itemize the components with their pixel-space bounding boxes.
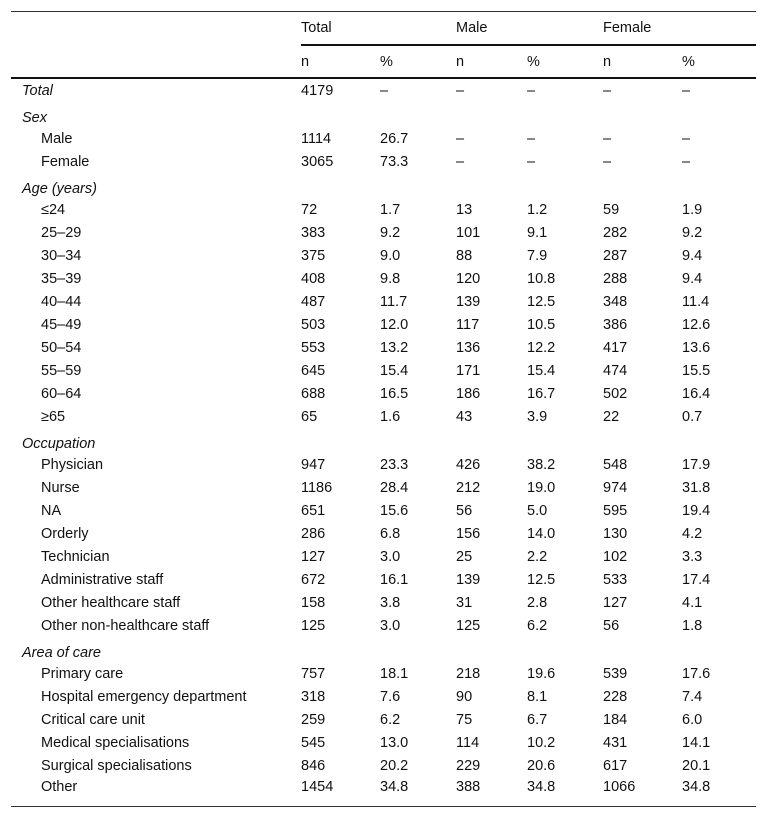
cell-total-pct: 9.2: [380, 224, 401, 241]
cell-total-pct: [380, 102, 456, 127]
cell-male-pct: 8.1: [527, 688, 548, 705]
cell-male-n: 43: [456, 408, 473, 425]
table-row: [11, 591, 756, 614]
cell-female-pct: 14.1: [682, 734, 711, 751]
cell-total-n: 1114: [301, 130, 332, 147]
cell-female-n: [603, 173, 682, 198]
cell-total-pct: 1.6: [380, 408, 401, 425]
cell-female-n: 431: [603, 734, 628, 751]
cell-female-n: 1066: [603, 777, 682, 807]
cell-male-n: 171: [456, 362, 481, 379]
cell-female-pct: 17.4: [682, 571, 711, 588]
row-label: 50–54: [41, 339, 82, 356]
cell-female-pct: [682, 102, 756, 127]
cell-male-n: –: [456, 82, 465, 99]
cell-male-pct: 19.6: [527, 665, 556, 682]
cell-male-pct: 12.5: [527, 293, 556, 310]
cell-total-n: 487: [301, 293, 326, 310]
row-label: Physician: [41, 456, 104, 473]
cell-total-n: 158: [301, 594, 326, 611]
section-label: Occupation: [22, 436, 96, 452]
cell-total-n: 1186: [301, 479, 333, 496]
cell-total-pct: 6.8: [380, 525, 401, 542]
cell-female-pct: 9.4: [682, 247, 703, 264]
cell-total-n: 286: [301, 525, 326, 542]
row-label: 30–34: [41, 247, 82, 264]
cell-female-pct: 17.9: [682, 456, 711, 473]
cell-total-pct: 9.8: [380, 270, 401, 287]
cell-male-pct: 2.8: [527, 594, 548, 611]
cell-female-n: 228: [603, 688, 628, 705]
cell-female-n: 502: [603, 385, 628, 402]
cell-male-n: –: [456, 130, 465, 147]
row-label: ≤24: [41, 201, 66, 218]
cell-total-pct: 18.1: [380, 665, 409, 682]
table-row: [11, 662, 756, 685]
cell-male-pct: 14.0: [527, 525, 556, 542]
group-header-male: Male: [456, 12, 603, 46]
cell-total-pct: 6.2: [380, 711, 401, 728]
cell-total-pct: 1.7: [380, 201, 401, 218]
cell-female-n: 417: [603, 339, 628, 356]
cell-female-pct: –: [682, 82, 691, 99]
cell-male-n: 229: [456, 757, 481, 774]
row-label: 60–64: [41, 385, 82, 402]
cell-female-pct: 13.6: [682, 339, 711, 356]
cell-male-pct: 9.1: [527, 224, 548, 241]
sub-header-female-pct: %: [682, 45, 756, 78]
section-row: [11, 173, 756, 198]
cell-total-pct: 9.0: [380, 247, 401, 264]
cell-total-n: 1454: [301, 777, 380, 807]
cell-total-n: 846: [301, 757, 326, 774]
row-label: Male: [41, 130, 73, 147]
cell-male-n: [456, 173, 527, 198]
row-label: Surgical specialisations: [41, 757, 192, 774]
cell-female-pct: 7.4: [682, 688, 703, 705]
cell-total-pct: 28.4: [380, 479, 409, 496]
demographics-table: [11, 11, 756, 807]
cell-total-n: 651: [301, 502, 326, 519]
cell-female-n: [603, 637, 682, 662]
cell-female-pct: 15.5: [682, 362, 711, 379]
cell-female-pct: [682, 637, 756, 662]
cell-male-pct: 1.2: [527, 201, 548, 218]
cell-male-pct: 2.2: [527, 548, 548, 565]
table-row: [11, 127, 756, 150]
cell-total-pct: 12.0: [380, 316, 409, 333]
row-label: 25–29: [41, 224, 82, 241]
cell-male-pct: 12.2: [527, 339, 556, 356]
table-row: [11, 244, 756, 267]
cell-male-n: 114: [456, 734, 480, 751]
cell-female-n: 533: [603, 571, 628, 588]
section-label: Sex: [22, 110, 47, 126]
cell-total-n: 127: [301, 548, 326, 565]
cell-male-pct: 10.8: [527, 270, 556, 287]
cell-total-n: 72: [301, 201, 318, 218]
cell-female-n: 595: [603, 502, 628, 519]
cell-female-pct: 4.2: [682, 525, 703, 542]
cell-female-n: [603, 428, 682, 453]
cell-total-pct: 16.5: [380, 385, 409, 402]
row-label: Nurse: [41, 479, 80, 496]
table-row: [11, 290, 756, 313]
cell-male-pct: 3.9: [527, 408, 548, 425]
cell-male-n: [456, 428, 527, 453]
cell-female-pct: –: [682, 130, 691, 147]
table-row: [11, 150, 756, 173]
cell-total-n: 408: [301, 270, 326, 287]
cell-total-n: [301, 637, 380, 662]
section-row: [11, 637, 756, 662]
cell-female-n: [603, 102, 682, 127]
table-row: [11, 405, 756, 428]
table-row: [11, 614, 756, 637]
cell-female-n: –: [603, 153, 612, 170]
row-label: 55–59: [41, 362, 82, 379]
cell-female-n: 288: [603, 270, 628, 287]
cell-total-pct: 3.8: [380, 594, 401, 611]
cell-female-n: 548: [603, 456, 628, 473]
cell-total-pct: [380, 637, 456, 662]
cell-total-pct: 3.0: [380, 548, 401, 565]
cell-female-n: 56: [603, 617, 620, 634]
cell-male-pct: 20.6: [527, 757, 556, 774]
table-row: [11, 453, 756, 476]
cell-female-pct: 12.6: [682, 316, 711, 333]
cell-male-n: 13: [456, 201, 473, 218]
sub-header-male-n: n: [456, 45, 527, 78]
cell-female-pct: 1.9: [682, 201, 703, 218]
cell-total-n: 757: [301, 665, 326, 682]
cell-male-n: 90: [456, 688, 473, 705]
cell-female-n: 474: [603, 362, 628, 379]
cell-male-n: 101: [456, 224, 481, 241]
cell-female-pct: 34.8: [682, 777, 756, 807]
cell-total-n: [301, 102, 380, 127]
cell-total-pct: 16.1: [380, 571, 409, 588]
cell-total-pct: 7.6: [380, 688, 401, 705]
section-row: [11, 428, 756, 453]
sub-header-row: [11, 45, 756, 78]
cell-total-n: 672: [301, 571, 326, 588]
cell-male-n: 56: [456, 502, 473, 519]
cell-female-n: 102: [603, 548, 628, 565]
cell-male-pct: –: [527, 130, 536, 147]
cell-male-n: 120: [456, 270, 481, 287]
cell-male-n: [456, 102, 527, 127]
cell-male-n: [456, 637, 527, 662]
table-row: [11, 545, 756, 568]
header-corner: [11, 12, 301, 46]
row-label: 40–44: [41, 293, 82, 310]
cell-total-n: 259: [301, 711, 326, 728]
table-row: [11, 499, 756, 522]
cell-male-n: –: [456, 153, 465, 170]
cell-male-pct: 7.9: [527, 247, 548, 264]
row-label: Medical specialisations: [41, 734, 190, 751]
cell-male-pct: 6.7: [527, 711, 548, 728]
sub-header-total-n: n: [301, 45, 380, 78]
cell-female-pct: 9.2: [682, 224, 703, 241]
cell-male-n: 426: [456, 456, 481, 473]
cell-male-pct: 12.5: [527, 571, 556, 588]
cell-total-pct: 13.0: [380, 734, 409, 751]
cell-total-pct: 23.3: [380, 456, 409, 473]
cell-male-pct: 10.5: [527, 316, 556, 333]
cell-male-n: 186: [456, 385, 481, 402]
table-row: [11, 359, 756, 382]
cell-total-pct: 15.6: [380, 502, 409, 519]
cell-total-pct: 34.8: [380, 777, 456, 807]
cell-female-pct: 20.1: [682, 757, 711, 774]
table-row: [11, 708, 756, 731]
table-row: [11, 522, 756, 545]
sub-header-total-pct: %: [380, 45, 456, 78]
table-row: [11, 685, 756, 708]
row-label: Orderly: [41, 525, 89, 542]
cell-total-pct: 73.3: [380, 153, 409, 170]
group-header-total: Total: [301, 12, 456, 46]
cell-male-pct: 34.8: [527, 777, 603, 807]
section-label: Age (years): [22, 181, 97, 197]
cell-total-pct: 3.0: [380, 617, 401, 634]
sub-header-female-n: n: [603, 45, 682, 78]
cell-female-n: –: [603, 130, 612, 147]
cell-total-pct: 11.7: [380, 293, 408, 310]
cell-female-pct: 9.4: [682, 270, 703, 287]
cell-female-n: 386: [603, 316, 628, 333]
cell-male-n: 136: [456, 339, 481, 356]
cell-female-n: 539: [603, 665, 628, 682]
cell-female-n: 127: [603, 594, 628, 611]
cell-total-n: 3065: [301, 153, 334, 170]
cell-female-pct: 4.1: [682, 594, 703, 611]
sub-header-male-pct: %: [527, 45, 603, 78]
section-label: Area of care: [22, 645, 101, 661]
row-label: Other healthcare staff: [41, 594, 181, 611]
table-row: [11, 731, 756, 754]
cell-total-n: 375: [301, 247, 326, 264]
cell-male-pct: –: [527, 82, 536, 99]
cell-male-n: 139: [456, 293, 481, 310]
row-label: Administrative staff: [41, 571, 164, 588]
table-row: [11, 78, 756, 102]
cell-female-pct: 19.4: [682, 502, 711, 519]
cell-male-pct: 38.2: [527, 456, 556, 473]
cell-total-n: 553: [301, 339, 326, 356]
cell-male-pct: 6.2: [527, 617, 548, 634]
cell-male-n: 125: [456, 617, 481, 634]
cell-total-n: 383: [301, 224, 326, 241]
table-row: [11, 313, 756, 336]
cell-male-n: 117: [456, 316, 480, 333]
cell-female-n: 348: [603, 293, 628, 310]
cell-male-n: 75: [456, 711, 473, 728]
cell-total-n: 688: [301, 385, 326, 402]
row-label: Critical care unit: [41, 711, 145, 728]
cell-total-n: 645: [301, 362, 326, 379]
cell-male-pct: –: [527, 153, 536, 170]
cell-female-pct: [682, 173, 756, 198]
cell-male-n: 388: [456, 777, 527, 807]
cell-total-n: 947: [301, 456, 326, 473]
row-label: 45–49: [41, 316, 82, 333]
table-body: [11, 78, 756, 807]
cell-female-pct: 16.4: [682, 385, 711, 402]
cell-female-n: 184: [603, 711, 628, 728]
cell-male-pct: [527, 428, 603, 453]
table-row: [11, 754, 756, 777]
cell-total-pct: 13.2: [380, 339, 409, 356]
cell-male-n: 25: [456, 548, 473, 565]
cell-male-n: 218: [456, 665, 481, 682]
cell-female-pct: 11.4: [682, 293, 710, 310]
cell-male-pct: 19.0: [527, 479, 556, 496]
cell-total-pct: 15.4: [380, 362, 409, 379]
group-header-female: Female: [603, 12, 756, 46]
cell-female-pct: [682, 428, 756, 453]
row-label: Female: [41, 153, 90, 170]
row-label: Primary care: [41, 665, 124, 682]
cell-female-pct: 0.7: [682, 408, 703, 425]
cell-total-n: [301, 428, 380, 453]
cell-total-pct: –: [380, 82, 389, 99]
cell-female-n: 282: [603, 224, 628, 241]
row-label: Total: [22, 82, 53, 99]
cell-female-pct: 6.0: [682, 711, 703, 728]
table-row: [11, 476, 756, 499]
cell-female-n: 130: [603, 525, 628, 542]
cell-total-pct: [380, 173, 456, 198]
cell-total-n: 4179: [301, 82, 334, 99]
table-row: [11, 336, 756, 359]
row-label: ≥65: [41, 408, 66, 425]
cell-total-n: 503: [301, 316, 326, 333]
cell-total-n: 125: [301, 617, 326, 634]
row-label: Other non-healthcare staff: [41, 617, 210, 634]
cell-male-n: 139: [456, 571, 481, 588]
table-row: [11, 382, 756, 405]
cell-male-n: 212: [456, 479, 481, 496]
section-row: [11, 102, 756, 127]
table-row: [11, 777, 756, 807]
cell-male-pct: 5.0: [527, 502, 548, 519]
cell-total-pct: 20.2: [380, 757, 409, 774]
cell-male-pct: [527, 173, 603, 198]
row-label: Technician: [41, 548, 110, 565]
row-label: Hospital emergency department: [41, 688, 247, 705]
cell-female-n: 22: [603, 408, 620, 425]
cell-total-pct: 26.7: [380, 130, 409, 147]
cell-total-pct: [380, 428, 456, 453]
cell-male-pct: [527, 102, 603, 127]
table-row: [11, 568, 756, 591]
cell-female-n: 59: [603, 201, 620, 218]
cell-total-n: 65: [301, 408, 318, 425]
cell-female-pct: 31.8: [682, 479, 711, 496]
cell-male-pct: 10.2: [527, 734, 556, 751]
row-label: NA: [41, 502, 62, 519]
table-row: [11, 221, 756, 244]
cell-male-n: 31: [456, 594, 473, 611]
group-header-row: [11, 12, 756, 46]
cell-female-n: 287: [603, 247, 628, 264]
row-label: 35–39: [41, 270, 82, 287]
cell-female-n: 974: [603, 479, 628, 496]
sub-header-corner: [11, 45, 301, 78]
cell-male-n: 156: [456, 525, 481, 542]
cell-male-n: 88: [456, 247, 473, 264]
cell-total-n: 545: [301, 734, 326, 751]
row-label: Other: [11, 777, 301, 807]
cell-male-pct: [527, 637, 603, 662]
cell-female-n: 617: [603, 757, 628, 774]
cell-female-pct: –: [682, 153, 691, 170]
cell-male-pct: 16.7: [527, 385, 556, 402]
cell-female-pct: 1.8: [682, 617, 703, 634]
cell-female-pct: 17.6: [682, 665, 711, 682]
cell-female-pct: 3.3: [682, 548, 703, 565]
table-row: [11, 267, 756, 290]
cell-male-pct: 15.4: [527, 362, 556, 379]
cell-total-n: 318: [301, 688, 326, 705]
table-row: [11, 198, 756, 221]
cell-total-n: [301, 173, 380, 198]
cell-female-n: –: [603, 82, 612, 99]
